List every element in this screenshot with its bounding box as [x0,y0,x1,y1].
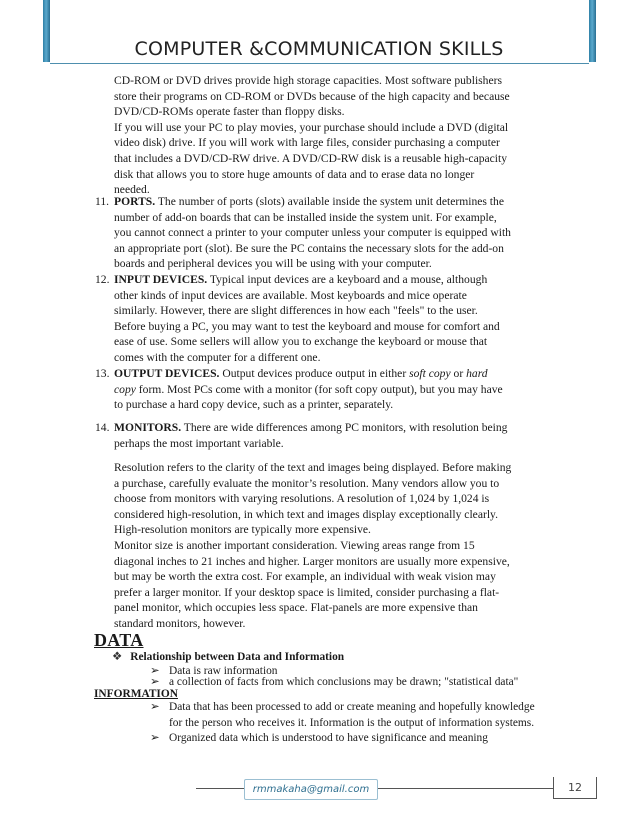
bullet-text: Organized data which is understood to have significance and meaning [169,732,488,744]
diamond-bullet-icon: ❖ [112,651,123,663]
text-line: you cannot connect a printer to your computer unless your computer is equipped with [114,226,511,240]
list-item-input-devices [114,272,514,366]
text-line: standard monitors, however. [114,616,246,630]
list-item [150,731,550,747]
item-title: MONITORS. [114,421,182,434]
text-line: choose from monitors with varying resolutions. A resolution of 1,024 by 1,024 is [114,492,490,506]
text-line: other kinds of input devices are available. Most keyboards and mice operate [114,288,467,302]
list-number: 12. [95,273,110,286]
text-line: boards and peripheral devices you will be using with your computer. [114,257,432,271]
text-line: prefer a larger monitor. If your desktop space is limited, consider purchasing a flat- [114,585,500,599]
bullet-text: a collection of facts from which conclusions may be drawn; "statistical data" [169,676,519,688]
text-line: diagonal inches to 21 inches and higher. Larger monitors are usually more expensive, [114,554,510,568]
list-number: 14. [95,421,110,434]
bullet-text: Data is raw information [169,665,278,677]
relationship-subheading [112,649,344,663]
text-line: panel monitor, which occupies less space. Flat-panels are more expensive than [114,601,478,615]
text-line: CD-ROM or DVD drives provide high storage capacities. Most software publishers [114,74,502,87]
text-line: needed. [114,183,150,197]
text-line: The number of ports (slots) available inside the system unit determines the [155,195,504,208]
arrow-bullet-icon: ➢ [150,701,160,713]
text-line: perhaps the most important variable. [114,436,284,450]
text-line: If you will use your PC to play movies, your purchase should include a DVD (digital [114,120,509,134]
item-title: INPUT DEVICES. [114,273,208,286]
list-item-monitors [114,420,514,451]
italic-term: copy [114,382,136,396]
page-header-title: COMPUTER &COMMUNICATION SKILLS [134,38,504,60]
text-line: comes with the computer for a different one. [114,350,321,364]
list-item-ports [114,194,514,272]
data-heading: DATA [94,630,144,650]
text-line: but may be worth the extra cost. For example, an individual with weak vision may [114,570,496,584]
text-line: DVD/CD-ROMs operate faster than floppy disks. [114,105,345,119]
text-line: that includes a DVD/CD-RW drive. A DVD/CD-RW disk is a reusable high-capacity [114,151,508,165]
text-line: Monitor size is another important consideration. Viewing areas range from 15 [114,539,475,552]
arrow-bullet-icon: ➢ [150,665,160,677]
text-line: Resolution refers to the clarity of the text and images being displayed. Before making [114,461,512,474]
text-run: form. Most PCs come with a monitor (for soft copy output), but you may have [135,382,503,396]
intro-paragraph [114,73,514,198]
header-rule [50,63,589,64]
text-line: disk that allows you to store huge amounts of data and to erase data no longer [114,167,475,181]
arrow-bullet-icon: ➢ [150,676,160,688]
monitors-resolution-paragraph [114,460,514,538]
list-number: 11. [95,195,110,208]
list-item [150,700,560,731]
page-number: 12 [568,781,582,794]
text-run: or [450,367,467,380]
text-line: an appropriate port (slot). Be sure the PC contains the necessary slots for the add-on [114,241,504,255]
item-title: PORTS. [114,195,156,208]
item-title: OUTPUT DEVICES. [114,367,220,380]
text-line: ease of use. Some sellers will allow you to exchange the keyboard or mouse that [114,335,488,349]
list-number: 13. [95,367,110,380]
text-line: There are wide differences among PC monitors, with resolution being [181,421,508,434]
information-heading: INFORMATION [94,688,178,700]
list-item [150,675,550,691]
list-item-output-devices [114,366,514,413]
text-line: considered high-resolution, in which text and images display exceptionally clearly. [114,507,498,521]
text-line: to purchase a hard copy device, such as a printer, separately. [114,398,394,412]
text-line: store their programs on CD-ROM or DVDs because of the high capacity and because [114,89,510,103]
arrow-bullet-icon: ➢ [150,732,160,744]
text-line: similarly. However, there are slight differences in how each "feels" to the user. [114,304,478,318]
text-line: High-resolution monitors are typically more expensive. [114,523,371,537]
text-line: video disk) drive. If you will work with large files, consider purchasing a computer [114,136,500,150]
text-run: Output devices produce output in either [219,367,410,380]
text-line: a purchase, carefully evaluate the monitor’s resolution. Many vendors allow you to [114,476,500,490]
italic-term: hard [466,367,488,380]
italic-term: soft copy [409,367,451,380]
text-line: number of add-on boards that can be installed inside the system unit. For example, [114,210,497,224]
footer-email: rmmakaha@gmail.com [244,779,378,800]
subheading-text: Relationship between Data and Information [130,651,345,663]
bullet-text: Data that has been processed to add or create meaning and hopefully knowledge [169,701,535,713]
text-line: Typical input devices are a keyboard and a mouse, although [207,273,488,286]
text-line: Before buying a PC, you may want to test the keyboard and mouse for comfort and [114,319,500,333]
monitors-size-paragraph [114,538,514,632]
bullet-text: for the person who receives it. Information is the output of information systems. [169,716,535,729]
